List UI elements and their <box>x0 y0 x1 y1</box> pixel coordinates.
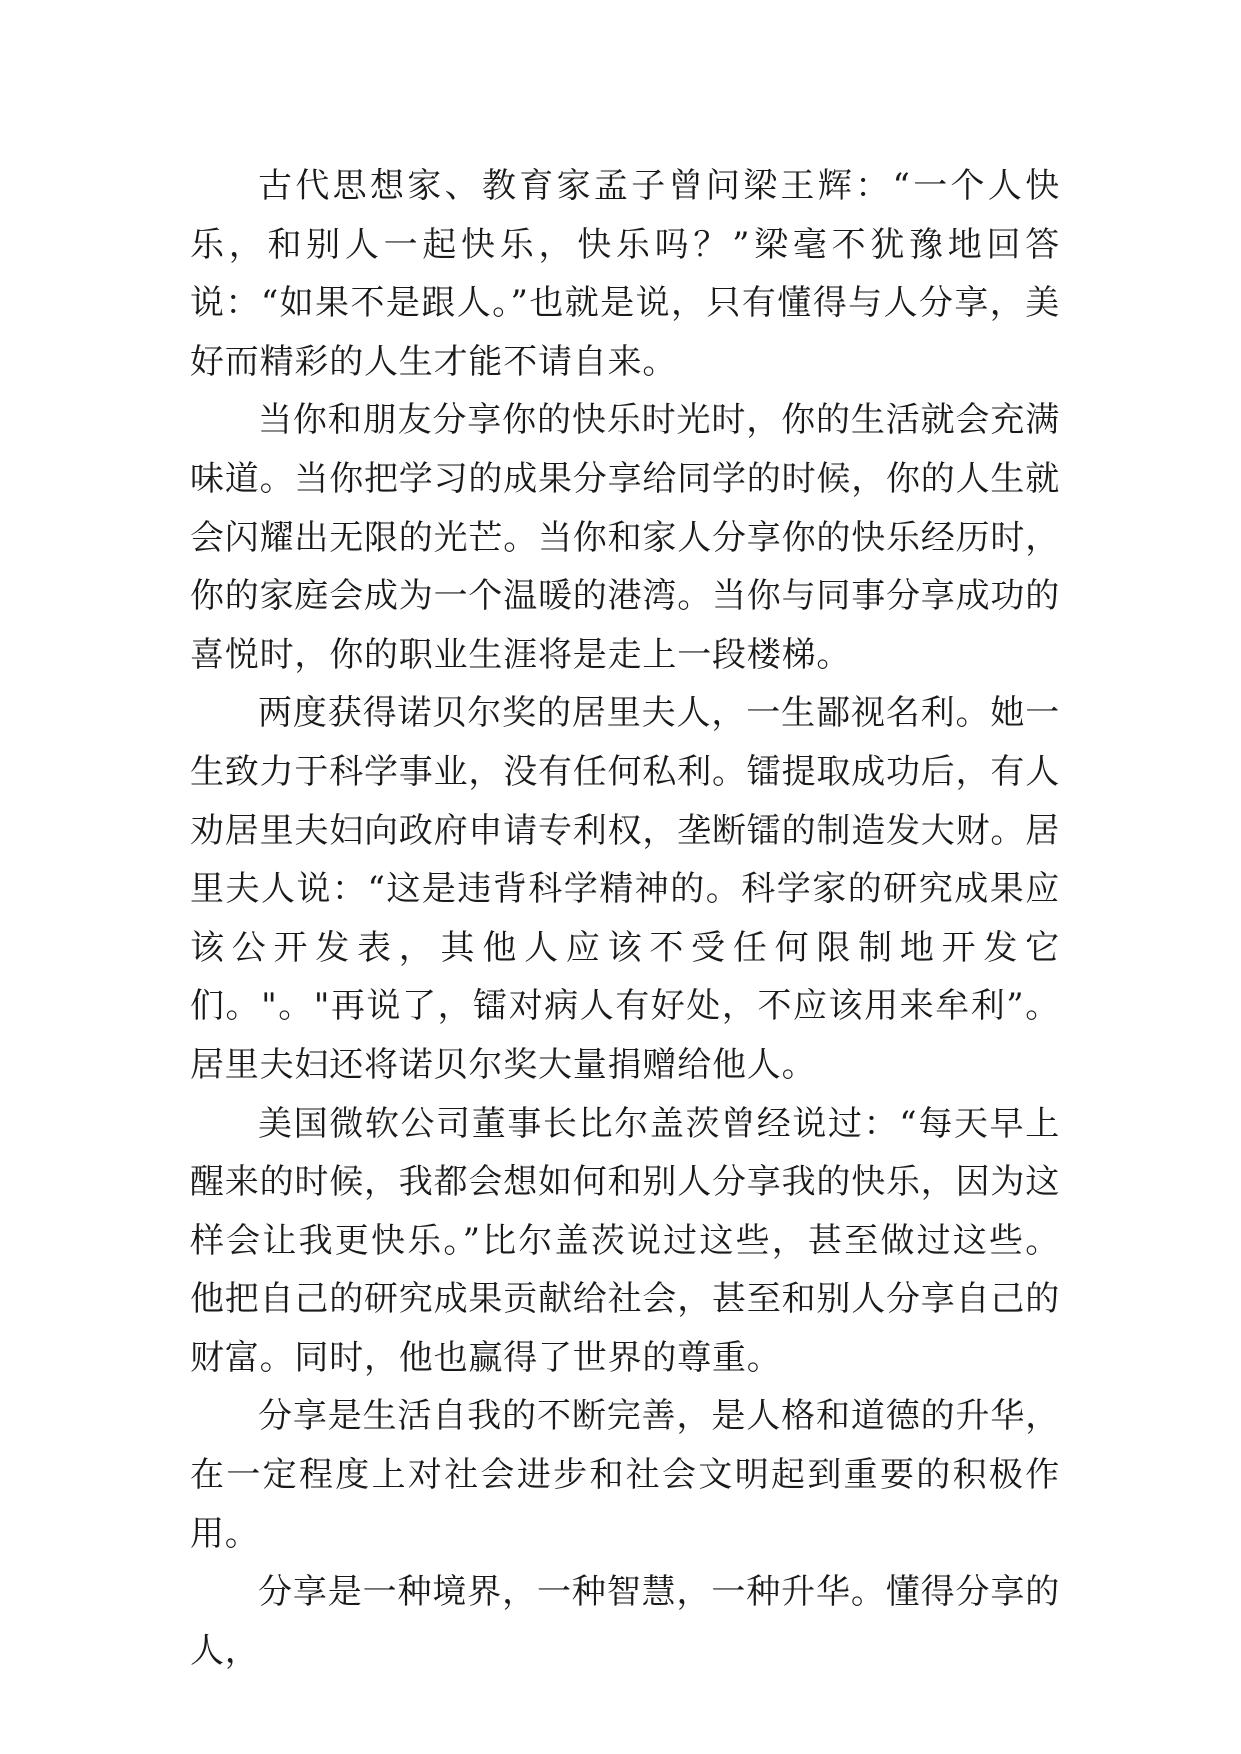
paragraph-sharing-joy: 当你和朋友分享你的快乐时光时，你的生活就会充满味道。当你把学习的成果分享给同学的时候，你的人生就会闪耀出无限的光芒。当你和家人分享你的快乐经历时，你的家庭会成为一个温暖的港湾。当你与同事分享成功的喜悦时，你的职业生涯将是走上一段楼梯。 <box>190 400 1060 675</box>
document-body <box>190 157 1060 1680</box>
paragraph-marie-curie: 两度获得诺贝尔奖的居里夫人，一生鄙视名利。她一生致力于科学事业，没有任何私利。镭提取成功后，有人劝居里夫妇向政府申请专利权，垄断镭的制造发大财。居里夫人说：“这是违背科学精神的。科学家的研究成果应该公开发表，其他人应该不受任何限制地开发它们。"。"再说了，镭对病人有好处，不应该用来牟利”。居里夫妇还将诺贝尔奖大量捐赠给他人。 <box>190 693 1060 1085</box>
paragraph-self-improvement: 分享是生活自我的不断完善，是人格和道德的升华，在一定程度上对社会进步和社会文明起到重要的积极作用。 <box>190 1396 1060 1554</box>
paragraph-mencius: 古代思想家、教育家孟子曾问梁王辉：“一个人快乐，和别人一起快乐，快乐吗？”梁毫不犹豫地回答说：“如果不是跟人。”也就是说，只有懂得与人分享，美好而精彩的人生才能不请自来。 <box>190 166 1060 382</box>
paragraph-bill-gates: 美国微软公司董事长比尔盖茨曾经说过：“每天早上醒来的时候，我都会想如何和别人分享我的快乐，因为这样会让我更快乐。”比尔盖茨说过这些，甚至做过这些。他把自己的研究成果贡献给社会，甚至和别人分享自己的财富。同时，他也赢得了世界的尊重。 <box>190 1103 1060 1378</box>
paragraph-realm: 分享是一种境界，一种智慧，一种升华。懂得分享的人， <box>190 1572 1060 1671</box>
